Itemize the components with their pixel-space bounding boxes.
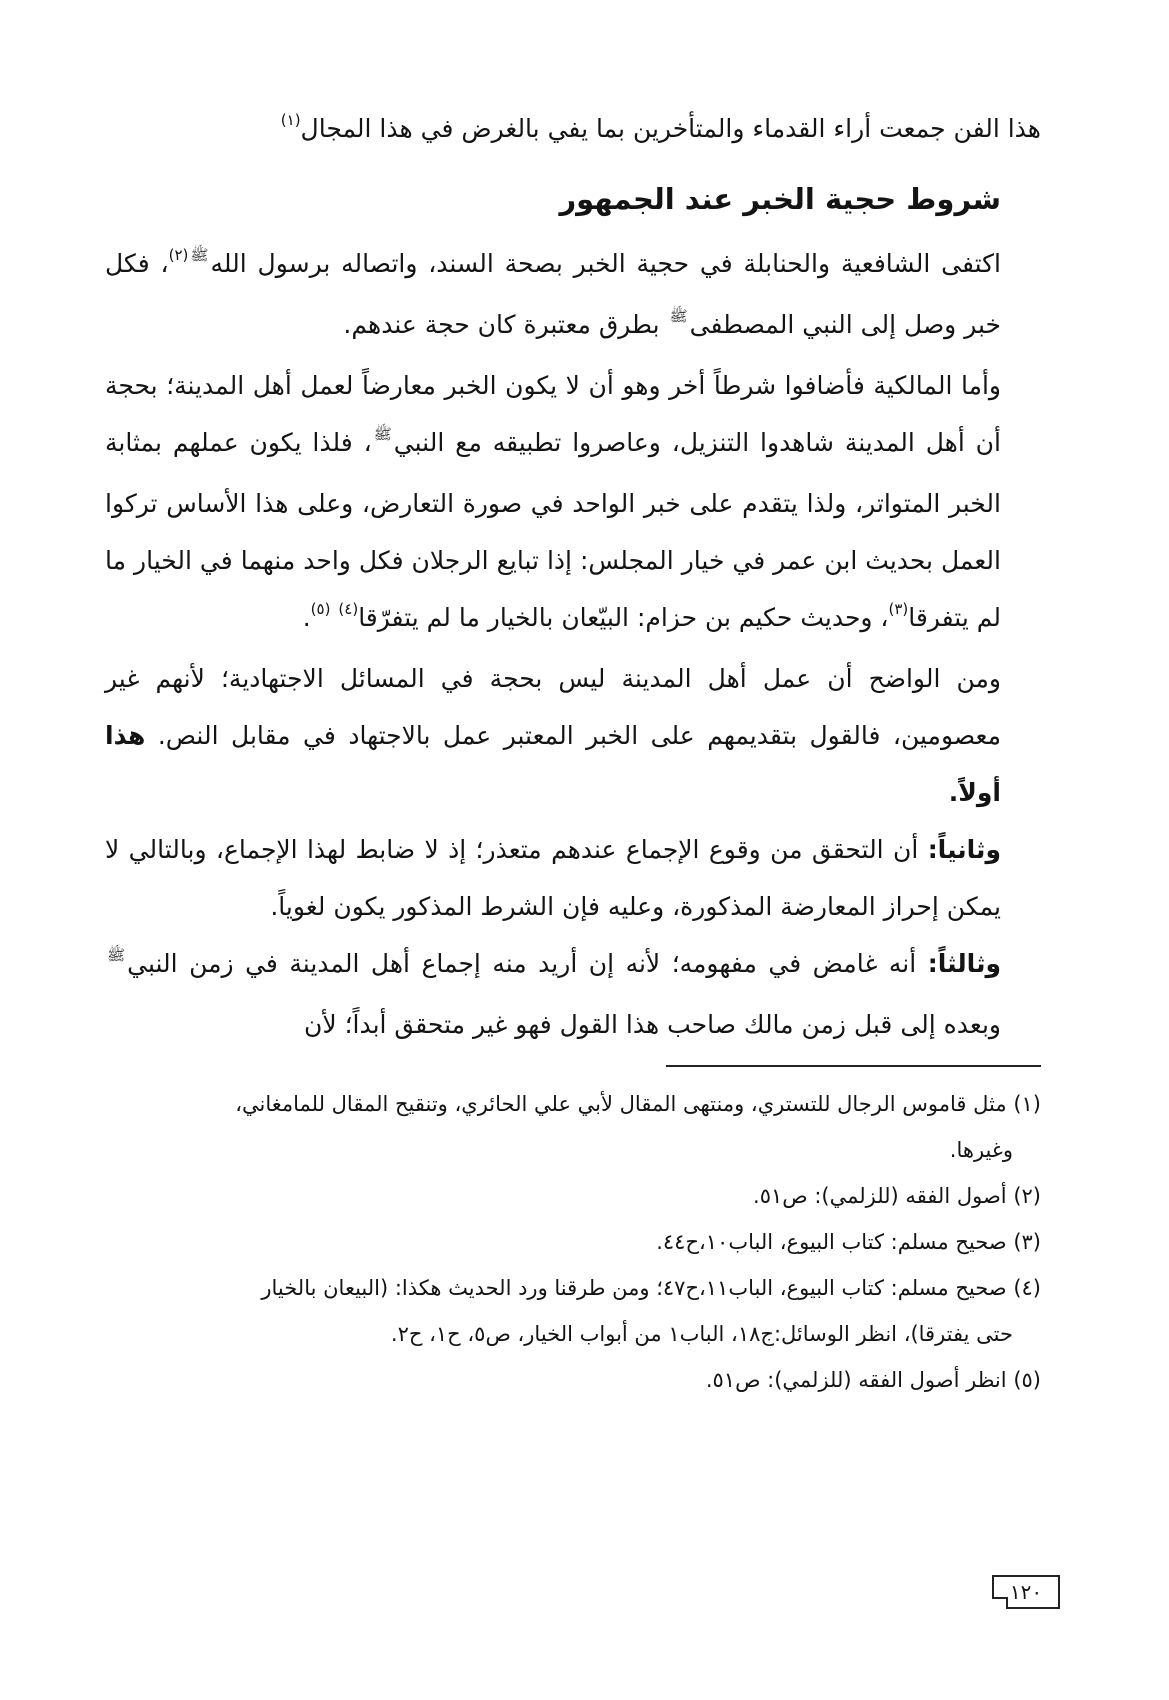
footnote-text: انظر أصول الفقه (للزلمي): ص٥١. [705, 1368, 1007, 1392]
footnotes [105, 1081, 1041, 1403]
salutation-icon: ﷺ [373, 425, 392, 443]
main-text [105, 100, 1041, 161]
salutation-icon: ﷺ [107, 946, 126, 964]
salutation-icon: ﷺ [190, 246, 209, 264]
paragraph-1-text-c: بطرق معتبرة كان حجة عندهم. [343, 310, 660, 339]
paragraph-1 [105, 235, 1041, 357]
paragraph-2-text-b: ، فلذا يكون عملهم بمثابة الخبر المتواتر، ولذا يتقدم على خبر الواحد في صورة التعارض، وعلى هذا الأساس تركوا العمل بحديث ابن عمر في خيار المجلس: إذا تبايع الرجلان فكل واحد منهما في الخيار ما لم يتفرقا [105, 428, 1001, 632]
page-number-box [992, 1575, 1060, 1609]
footnote-text: أصول الفقه (للزلمي): ص٥١. [753, 1184, 1007, 1208]
footnote-2 [105, 1173, 1041, 1219]
footnote-3 [105, 1219, 1041, 1265]
paragraph-4-text: أن التحقق من وقوع الإجماع عندهم متعذر؛ إذ لا ضابط لهذا الإجماع، وبالتالي لا يمكن إحراز المعارضة المذكورة، وعليه فإن الشرط المذكور يكون لغوياً. [105, 835, 1001, 921]
footnote-1-continued: وغيرها. [949, 1138, 1013, 1162]
footnote-number: (١) [1013, 1092, 1041, 1116]
section-heading: شروط حجية الخبر عند الجمهور [559, 182, 1001, 216]
footnote-5 [105, 1357, 1041, 1403]
footnote-number: (٤) [1013, 1276, 1041, 1300]
page-number: ١٢٠ [1009, 1580, 1043, 1604]
paragraph-3-text: ومن الواضح أن عمل أهل المدينة ليس بحجة في المسائل الاجتهادية؛ لأنهم غير معصومين، فالقول بتقديمهم على الخبر المعتبر عمل بالاجتهاد في مقابل النص. [105, 664, 1001, 750]
paragraph-2 [105, 357, 1041, 650]
paragraph-4-bold-start: وثانياً: [927, 835, 1001, 864]
footnote-ref-4[interactable]: (٤) [338, 600, 359, 618]
paragraph-5-bold-start: وثالثاً: [927, 949, 1001, 978]
paragraph-5 [105, 935, 1041, 1053]
paragraph-2-text-a: وأما المالكية فأضافوا شرطاً أخر وهو أن لا يكون الخبر معارضاً لعمل أهل المدينة؛ بحجة أن أهل المدينة شاهدوا التنزيل، وعاصروا تطبيقه مع النبي [105, 371, 1001, 457]
paragraph-5-text-a: أنه غامض في مفهومه؛ لأنه إن أريد منه إجماع أهل المدينة في زمن النبي [127, 949, 917, 978]
main-text-body [105, 235, 1041, 1053]
paragraph-4 [105, 821, 1041, 935]
salutation-icon: ﷺ [669, 307, 688, 325]
paragraph-3-bold-end: هذا أولاً. [105, 721, 1001, 807]
footnote-divider [666, 1065, 1041, 1067]
footnote-ref-3[interactable]: (٣) [888, 600, 909, 618]
footnote-4 [105, 1265, 1041, 1311]
footnote-text: مثل قاموس الرجال للتستري، ومنتهى المقال لأبي علي الحائري، وتنقيح المقال للمامغاني، [235, 1092, 1007, 1116]
footnote-number: (٣) [1013, 1230, 1041, 1254]
paragraph-1-text-a: اكتفى الشافعية والحنابلة في حجية الخبر بصحة السند، واتصاله برسول الله [210, 249, 1001, 278]
intro-line [105, 100, 1041, 161]
paragraph-2-text-d: . [302, 603, 311, 632]
footnote-number: (٥) [1013, 1368, 1041, 1392]
footnote-ref-5[interactable]: (٥) [310, 600, 331, 618]
footnote-text: صحيح مسلم: كتاب البيوع، الباب١٠،ح٤٤. [656, 1230, 1007, 1254]
footnote-number: (٢) [1013, 1184, 1041, 1208]
paragraph-5-text-b: وبعده إلى قبل زمن مالك صاحب هذا القول فهو غير متحقق أبداً؛ لأن [304, 1010, 1001, 1039]
paragraph-2-text-c: ، وحديث حكيم بن حزام: البيّعان بالخيار ما لم يتفرّقا [358, 603, 889, 632]
footnote-1 [105, 1081, 1041, 1127]
intro-text: هذا الفن جمعت أراء القدماء والمتأخرين بما يفي بالغرض في هذا المجال [300, 114, 1041, 143]
footnote-ref-2[interactable]: (٢) [168, 246, 189, 264]
page-curl-icon [992, 1597, 1008, 1609]
footnote-text: صحيح مسلم: كتاب البيوع، الباب١١،ح٤٧؛ ومن طرقنا ورد الحديث هكذا: (البيعان بالخيار [261, 1276, 1007, 1300]
paragraph-3 [105, 650, 1041, 821]
footnote-ref-1[interactable]: (١) [280, 111, 301, 129]
footnote-4-continued: حتى يفترقا)، انظر الوسائل:ج١٨، الباب١ من أبواب الخيار، ص٥، ح١، ح٢. [390, 1322, 1013, 1346]
paragraph-1-text-b: ، فكل خبر وصل إلى النبي المصطفى [105, 249, 1001, 339]
